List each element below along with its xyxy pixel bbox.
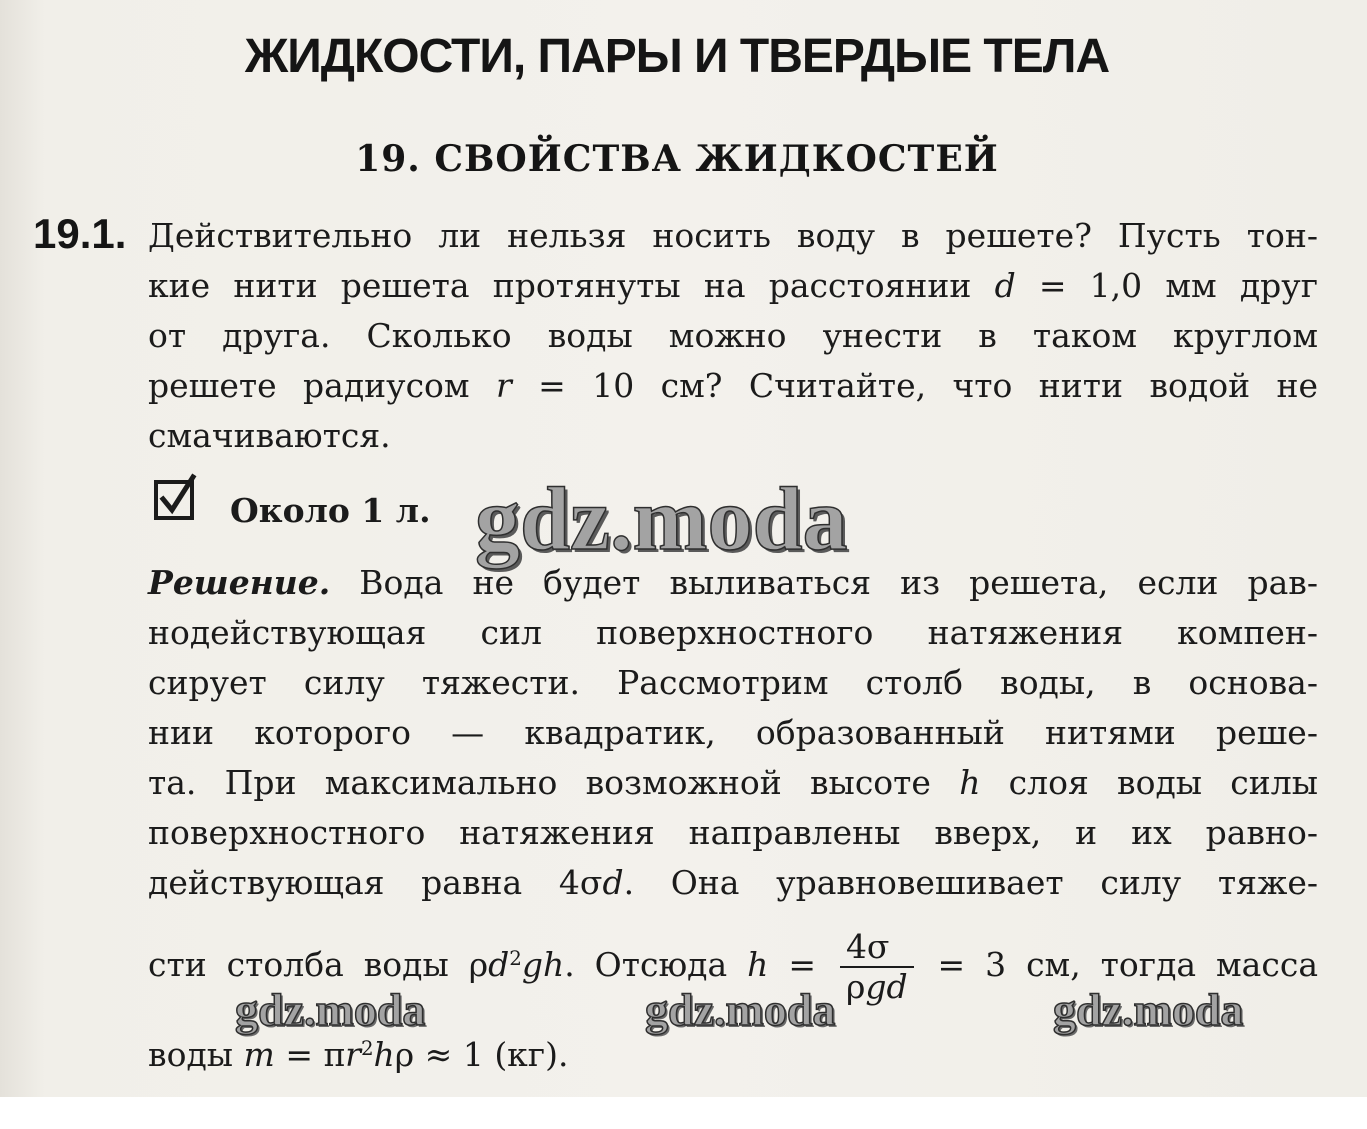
chapter-title: ЖИДКОСТИ, ПАРЫ И ТВЕРДЫЕ ТЕЛА [244, 30, 1110, 83]
text-run: решете радиусом [148, 366, 496, 405]
fraction-numerator [840, 928, 914, 968]
text-run: нодействующая сил поверхностного натяжения компен- [148, 613, 1318, 652]
text-run: 4σ [845, 927, 890, 966]
text-line [148, 708, 1318, 758]
fraction [840, 928, 914, 1006]
fraction-denominator [840, 968, 914, 1006]
answer-text: Около 1 л. [230, 491, 431, 530]
text-run: сти столба воды ρ [148, 945, 489, 984]
superscript: 2 [509, 947, 522, 971]
watermark: gdz.moda [1053, 984, 1244, 1035]
superscript: 2 [360, 1037, 374, 1061]
section-title: 19. СВОЙСТВА ЖИДКОСТЕЙ [355, 138, 999, 180]
math-variable: m [243, 1035, 275, 1074]
text-run: Вода не будет выливаться из решета, если рав- [330, 563, 1318, 602]
text-line [148, 361, 1318, 411]
text-line [148, 758, 1318, 808]
math-variable: h [959, 763, 981, 802]
text-run: поверхностного натяжения направлены вверх, и их равно- [148, 813, 1318, 852]
text-line [148, 411, 1318, 461]
math-variable: r [495, 366, 512, 405]
math-variable: h [747, 945, 769, 984]
text-run: действующая равна 4σ [148, 863, 603, 902]
text-run: слоя воды силы [980, 763, 1318, 802]
math-variable: d [994, 266, 1016, 305]
text-run: воды [148, 1035, 244, 1074]
math-variable: r [345, 1035, 361, 1074]
text-line [148, 658, 1318, 708]
text-run: кие нити решета протянуты на расстоянии [148, 266, 995, 305]
text-run: . Она уравновешивает силу тяже- [623, 863, 1318, 902]
math-variable: d [602, 863, 624, 902]
text-run: нии которого — квадратик, образованный нитями реше- [148, 713, 1318, 752]
text-line [148, 261, 1318, 311]
math-variable: d [488, 945, 510, 984]
text-run: = [768, 945, 836, 984]
text-run: = 10 см? Считайте, что нити водой не [511, 366, 1318, 405]
text-run: сирует силу тяжести. Рассмотрим столб воды, в основа- [148, 663, 1318, 702]
text-line [148, 608, 1318, 658]
checkbox-checked-icon [152, 472, 202, 524]
watermark: gdz.moda [645, 984, 836, 1035]
text-run: = π [274, 1035, 346, 1074]
text-line [148, 808, 1318, 858]
text-run: Действительно ли нельзя носить воду в решете? Пусть тон- [148, 216, 1318, 255]
watermark: gdz.moda [475, 470, 848, 569]
text-run: = 3 см, тогда масса [917, 945, 1318, 984]
text-line [148, 858, 1318, 908]
text-line [148, 558, 1318, 608]
problem-text [148, 211, 1318, 461]
text-run: та. При максимально возможной высоте [148, 763, 960, 802]
text-run: . Отсюда [564, 945, 748, 984]
text-run: смачиваются. [148, 416, 391, 455]
watermark: gdz.moda [235, 984, 426, 1035]
problem-number: 19.1. [33, 210, 127, 257]
math-variable: gh [521, 945, 565, 984]
text-run: = 1,0 мм друг [1015, 266, 1318, 305]
math-variable: h [373, 1035, 395, 1074]
math-variable: gd [865, 967, 908, 1006]
text-line [148, 311, 1318, 361]
text-run: ρ ≈ 1 (кг). [394, 1035, 569, 1074]
text-run: ρ [845, 967, 866, 1006]
text-line [148, 211, 1318, 261]
text-run: от друга. Сколько воды можно унести в таком круглом [148, 316, 1318, 355]
run-in-heading: Решение. [148, 563, 331, 602]
